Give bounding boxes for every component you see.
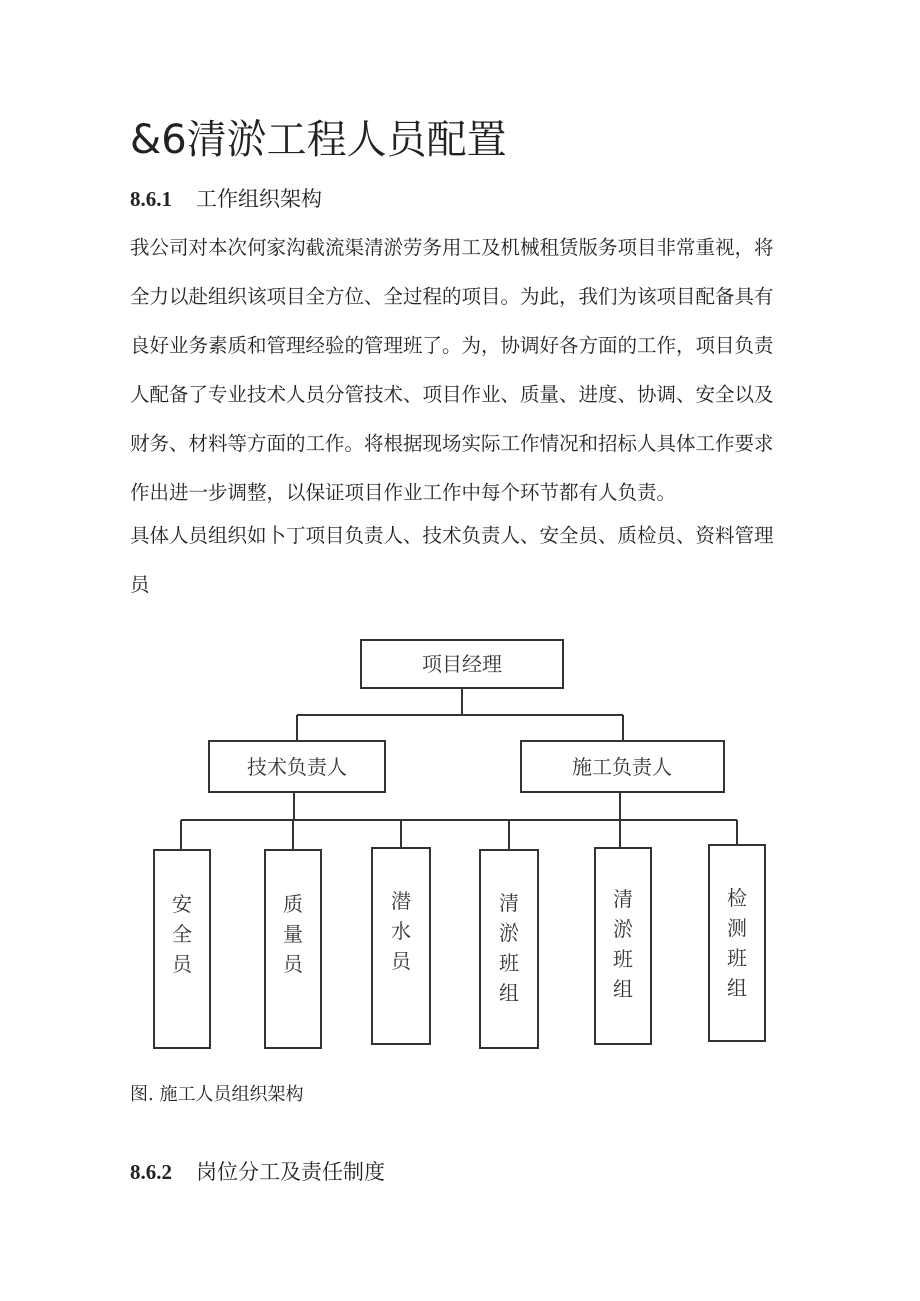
org-node-dredging-team-2	[595, 848, 651, 1044]
org-node-label: 清淤班组	[499, 891, 519, 1005]
org-node-label: 项目经理	[422, 652, 502, 676]
figure-caption: 图. 施工人员组织架构	[130, 1084, 304, 1105]
org-node-label: 潜水员	[391, 889, 411, 973]
org-node-tech-lead	[209, 741, 385, 792]
org-node-label: 安全员	[172, 892, 192, 976]
org-node-testing-team	[709, 845, 765, 1041]
org-node-diver	[372, 848, 430, 1044]
section-title: 岗位分工及责任制度	[196, 1160, 385, 1184]
org-node-construction-lead	[521, 741, 724, 792]
org-node-dredging-team-1	[480, 850, 538, 1048]
org-node-label: 检测班组	[727, 886, 747, 1000]
paragraph-line: 员	[130, 573, 150, 596]
paragraph-line: 具体人员组织如卜丁项目负责人、技术负责人、安全员、质检员、资料管理	[130, 524, 774, 547]
org-node-label: 技术负责人	[247, 755, 347, 779]
org-node-root	[361, 640, 563, 688]
page-heading: &6清淤工程人员配置	[130, 117, 507, 163]
org-node-label: 质量员	[283, 892, 303, 976]
paragraph-line: 良好业务素质和管理经验的管理班了。为，协调好各方面的工作，项目负责	[130, 334, 774, 357]
section-heading-2	[130, 1157, 385, 1187]
org-node-label: 清淤班组	[613, 887, 633, 1001]
paragraph-line: 财务、材料等方面的工作。将根据现场实际工作情况和招标人具体工作要求	[130, 432, 774, 455]
org-node-quality-officer	[265, 850, 321, 1048]
section-number: 8.6.2	[130, 1160, 172, 1184]
paragraph-line: 全力以赴组织该项目全方位、全过程的项目。为此，我们为该项目配备具有	[130, 285, 774, 308]
paragraph-line: 人配备了专业技术人员分管技术、项目作业、质量、进度、协调、安全以及	[130, 383, 774, 406]
section-number: 8.6.1	[130, 187, 172, 211]
org-node-safety-officer	[154, 850, 210, 1048]
paragraph-line: 作出进一步调整，以保证项目作业工作中每个环节都有人负责。	[130, 481, 677, 504]
org-node-label: 施工负责人	[572, 755, 672, 779]
section-title: 工作组织架构	[196, 187, 322, 211]
paragraph-line: 我公司对本次何家沟截流渠清淤劳务用工及机械租赁版务项目非常重视，将	[130, 236, 774, 259]
